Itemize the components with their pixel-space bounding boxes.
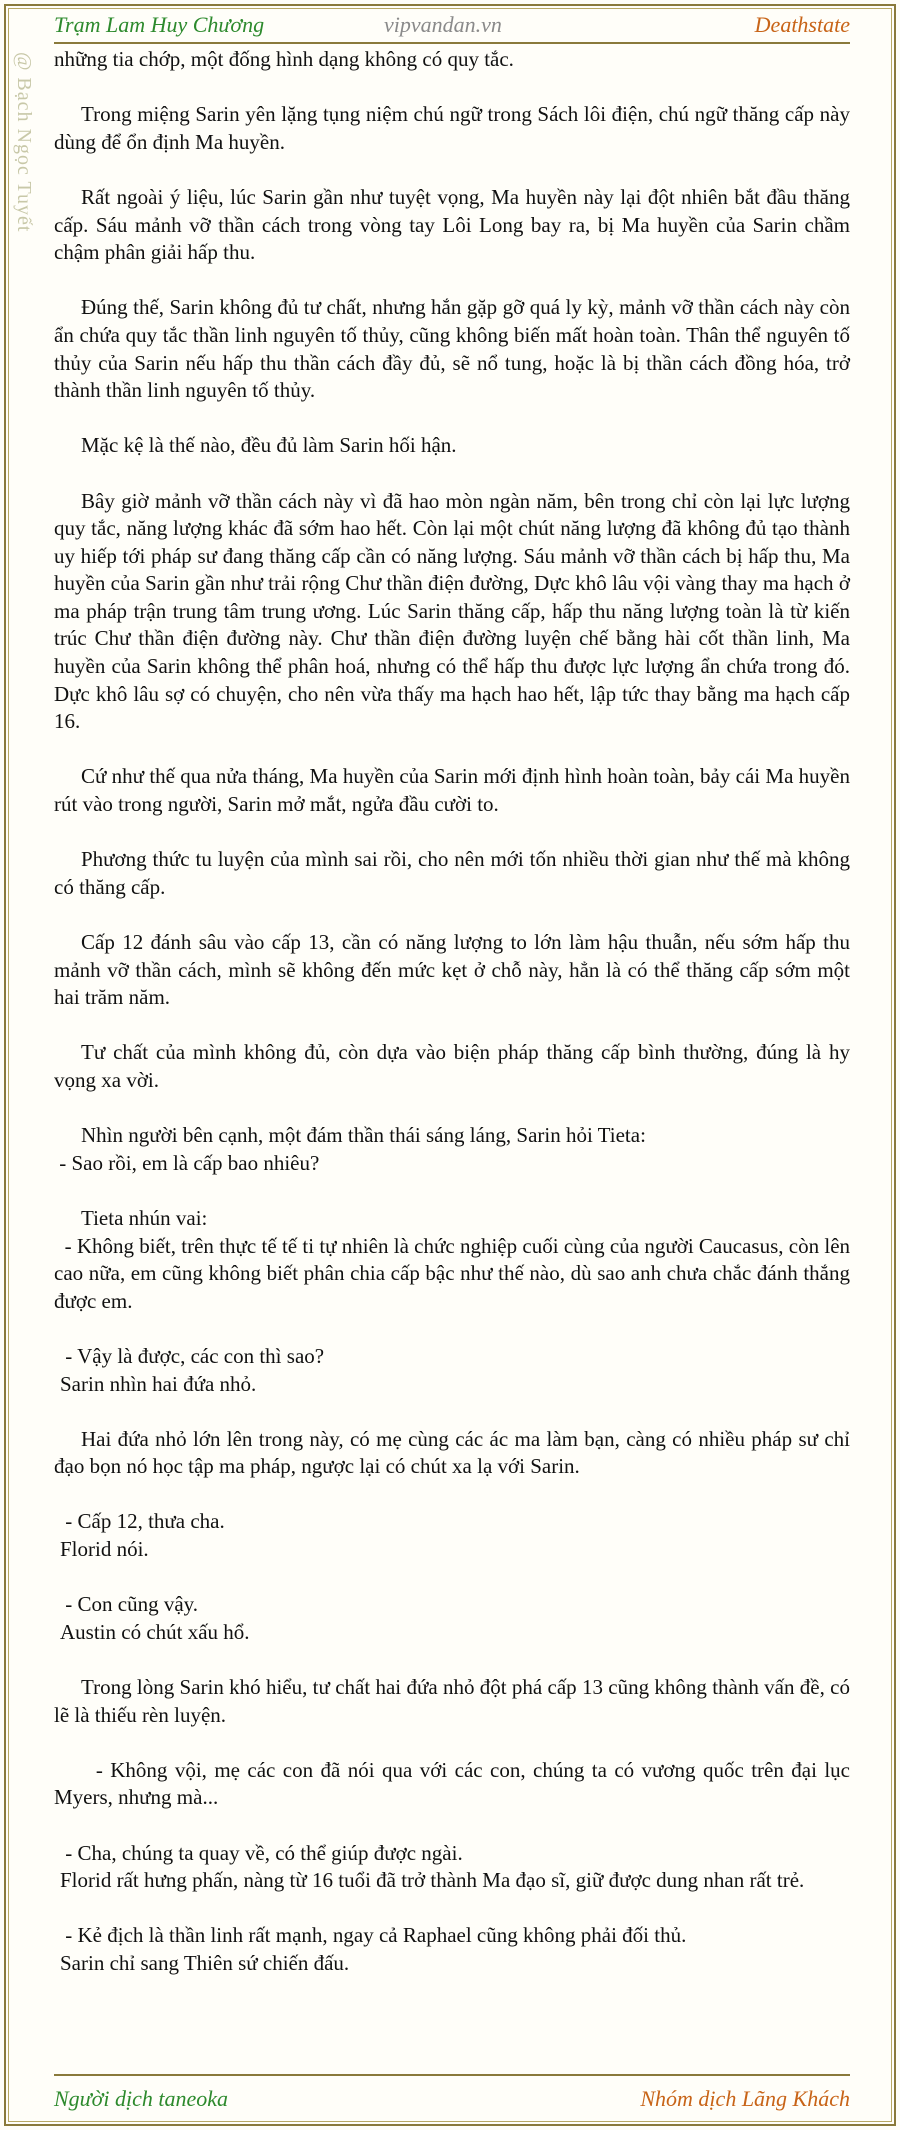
paragraph: [54, 1922, 850, 1977]
paragraph-line: Tieta nhún vai:: [81, 1205, 208, 1230]
paragraph: [54, 101, 850, 156]
paragraph: [54, 1343, 850, 1398]
paragraph: [54, 46, 850, 74]
paragraph-line: - Cấp 12, thưa cha.: [60, 1509, 225, 1534]
paragraph-line: Đúng thế, Sarin không đủ tư chất, nhưng hắn gặp gỡ quá ly kỳ, mảnh vỡ thần cách này còn ẩn chứa quy tắc thần linh nguyên tố thủy, cũng không biến mất hoàn toàn. Thân thể nguyên tố thủy của Sarin nếu hấp thu thần cách đầy đủ, sẽ nổ tung, hoặc là bị thần cách đồng hóa, trở thành thần linh nguyên tố thủy.: [54, 295, 850, 403]
paragraph-line: những tia chớp, một đống hình dạng không có quy tắc.: [54, 47, 514, 71]
paragraph: [54, 184, 850, 267]
document-body: [54, 46, 856, 2005]
paragraph: [54, 1122, 850, 1177]
paragraph-line: Sarin chỉ sang Thiên sứ chiến đấu.: [60, 1950, 350, 1975]
paragraph: [54, 294, 850, 404]
paragraph-line: Cấp 12 đánh sâu vào cấp 13, cần có năng lượng to lớn làm hậu thuẫn, nếu sớm hấp thu mảnh vỡ thần cách, mình sẽ không đến mức kẹt ở chỗ này, hẳn là có thể thăng cấp sớm một hai trăm năm.: [54, 930, 850, 1010]
paragraph-line: Phương thức tu luyện của mình sai rồi, cho nên mới tốn nhiều thời gian như thế mà không có thăng cấp.: [54, 847, 850, 899]
paragraph-line: - Không biết, trên thực tế tế ti tự nhiên là chức nghiệp cuối cùng của người Caucasus, còn lên cao nữa, em cũng không biết phân chia cấp bậc như thế nào, dù sao anh chưa chắc đánh thắng được em.: [54, 1233, 856, 1313]
watermark: @ Bạch Ngọc Tuyết: [13, 52, 35, 233]
header-book-title: Deathstate: [754, 12, 850, 37]
paragraph-line: Trong lòng Sarin khó hiểu, tư chất hai đứa nhỏ đột phá cấp 13 cũng không thành vấn đề, có lẽ là thiếu rèn luyện.: [54, 1675, 850, 1727]
paragraph-line: - Con cũng vậy.: [60, 1592, 199, 1617]
paragraph: [54, 846, 850, 901]
page-header: [54, 10, 850, 44]
paragraph: [54, 1205, 856, 1315]
paragraph-line: - Kẻ địch là thần linh rất mạnh, ngay cả Raphael cũng không phải đối thủ.: [60, 1923, 687, 1948]
paragraph: [54, 432, 850, 460]
footer-translator: Người dịch taneoka: [54, 2086, 229, 2111]
paragraph: [54, 1757, 856, 1812]
paragraph-line: Florid nói.: [60, 1537, 149, 1562]
page-footer: [54, 2074, 850, 2116]
paragraph-line: - Vậy là được, các con thì sao?: [60, 1343, 325, 1368]
paragraph-line: Trong miệng Sarin yên lặng tụng niệm chú ngữ trong Sách lôi điện, chú ngữ thăng cấp này dùng để ổn định Ma huyền.: [54, 102, 850, 154]
paragraph-line: Rất ngoài ý liệu, lúc Sarin gần như tuyệt vọng, Ma huyền này lại đột nhiên bắt đầu thăng cấp. Sáu mảnh vỡ thần cách trong vòng tay Lôi Long bay ra, bị Ma huyền của Sarin chầm chậm phân giải hấp thu.: [54, 184, 850, 265]
footer-group: Nhóm dịch Lãng Khách: [640, 2086, 850, 2111]
paragraph-line: Austin có chút xấu hổ.: [60, 1619, 250, 1644]
paragraph-line: Nhìn người bên cạnh, một đám thần thái sáng láng, Sarin hỏi Tieta:: [81, 1123, 646, 1148]
paragraph: [54, 1426, 850, 1481]
paragraph-line: Florid rất hưng phấn, nàng từ 16 tuổi đã trở thành Ma đạo sĩ, giữ được dung nhan rất trẻ.: [60, 1868, 805, 1893]
paragraph: [54, 1840, 850, 1895]
paragraph: [54, 1591, 850, 1646]
paragraph-line: Tư chất của mình không đủ, còn dựa vào biện pháp thăng cấp bình thường, đúng là hy vọng xa vời.: [54, 1040, 850, 1092]
paragraph: [54, 1039, 850, 1094]
paragraph-line: - Sao rồi, em là cấp bao nhiêu?: [54, 1150, 320, 1175]
paragraph: [54, 929, 850, 1012]
paragraph: [54, 1674, 850, 1729]
paragraph-line: Cứ như thế qua nửa tháng, Ma huyền của Sarin mới định hình hoàn toàn, bảy cái Ma huyền rút vào trong người, Sarin mở mắt, ngửa đầu cười to.: [54, 764, 850, 817]
header-site-name: Trạm Lam Huy Chương: [54, 12, 265, 37]
paragraph-line: - Cha, chúng ta quay về, có thể giúp được ngài.: [60, 1840, 463, 1865]
paragraph-line: - Không vội, mẹ các con đã nói qua với các con, chúng ta có vương quốc trên đại lục Myers, nhưng mà...: [54, 1757, 856, 1810]
paragraph: [54, 763, 850, 818]
paragraph-line: Sarin nhìn hai đứa nhỏ.: [60, 1371, 257, 1396]
paragraph-line: Hai đứa nhỏ lớn lên trong này, có mẹ cùng các ác ma làm bạn, càng có nhiều pháp sư chỉ đạo bọn nó học tập ma pháp, ngược lại có chút xa lạ với Sarin.: [54, 1426, 850, 1479]
paragraph-line: Bây giờ mảnh vỡ thần cách này vì đã hao mòn ngàn năm, bên trong chỉ còn lại lực lượng quy tắc, năng lượng khác đã sớm hao hết. Còn lại một chút năng lượng đã không đủ tạo thành uy hiếp tới pháp sư đang thăng cấp cần có năng lượng. Sáu mảnh vỡ thần cách bị hấp thu, Ma huyền của Sarin gần như trải rộng Chư thần điện đường, Dực khô lâu vội vàng thay ma hạch ở ma pháp trận trung tâm trung ương. Lúc Sarin thăng cấp, hấp thu năng lượng toàn là từ kiến trúc Chư thần điện đường này. Chư thần điện đường luyện chế bằng hài cốt thần linh, Ma huyền của Sarin không thể phân hoá, nhưng có thể hấp thu được lực lượng ẩn chứa trong đó. Dực khô lâu sợ có chuyện, cho nên vừa thấy ma hạch hao hết, lập tức thay bằng ma hạch cấp 16.: [54, 488, 850, 734]
header-url: vipvandan.vn: [384, 12, 502, 37]
paragraph: [54, 488, 850, 736]
paragraph-line: Mặc kệ là thế nào, đều đủ làm Sarin hối hận.: [81, 433, 457, 458]
paragraph: [54, 1508, 850, 1563]
